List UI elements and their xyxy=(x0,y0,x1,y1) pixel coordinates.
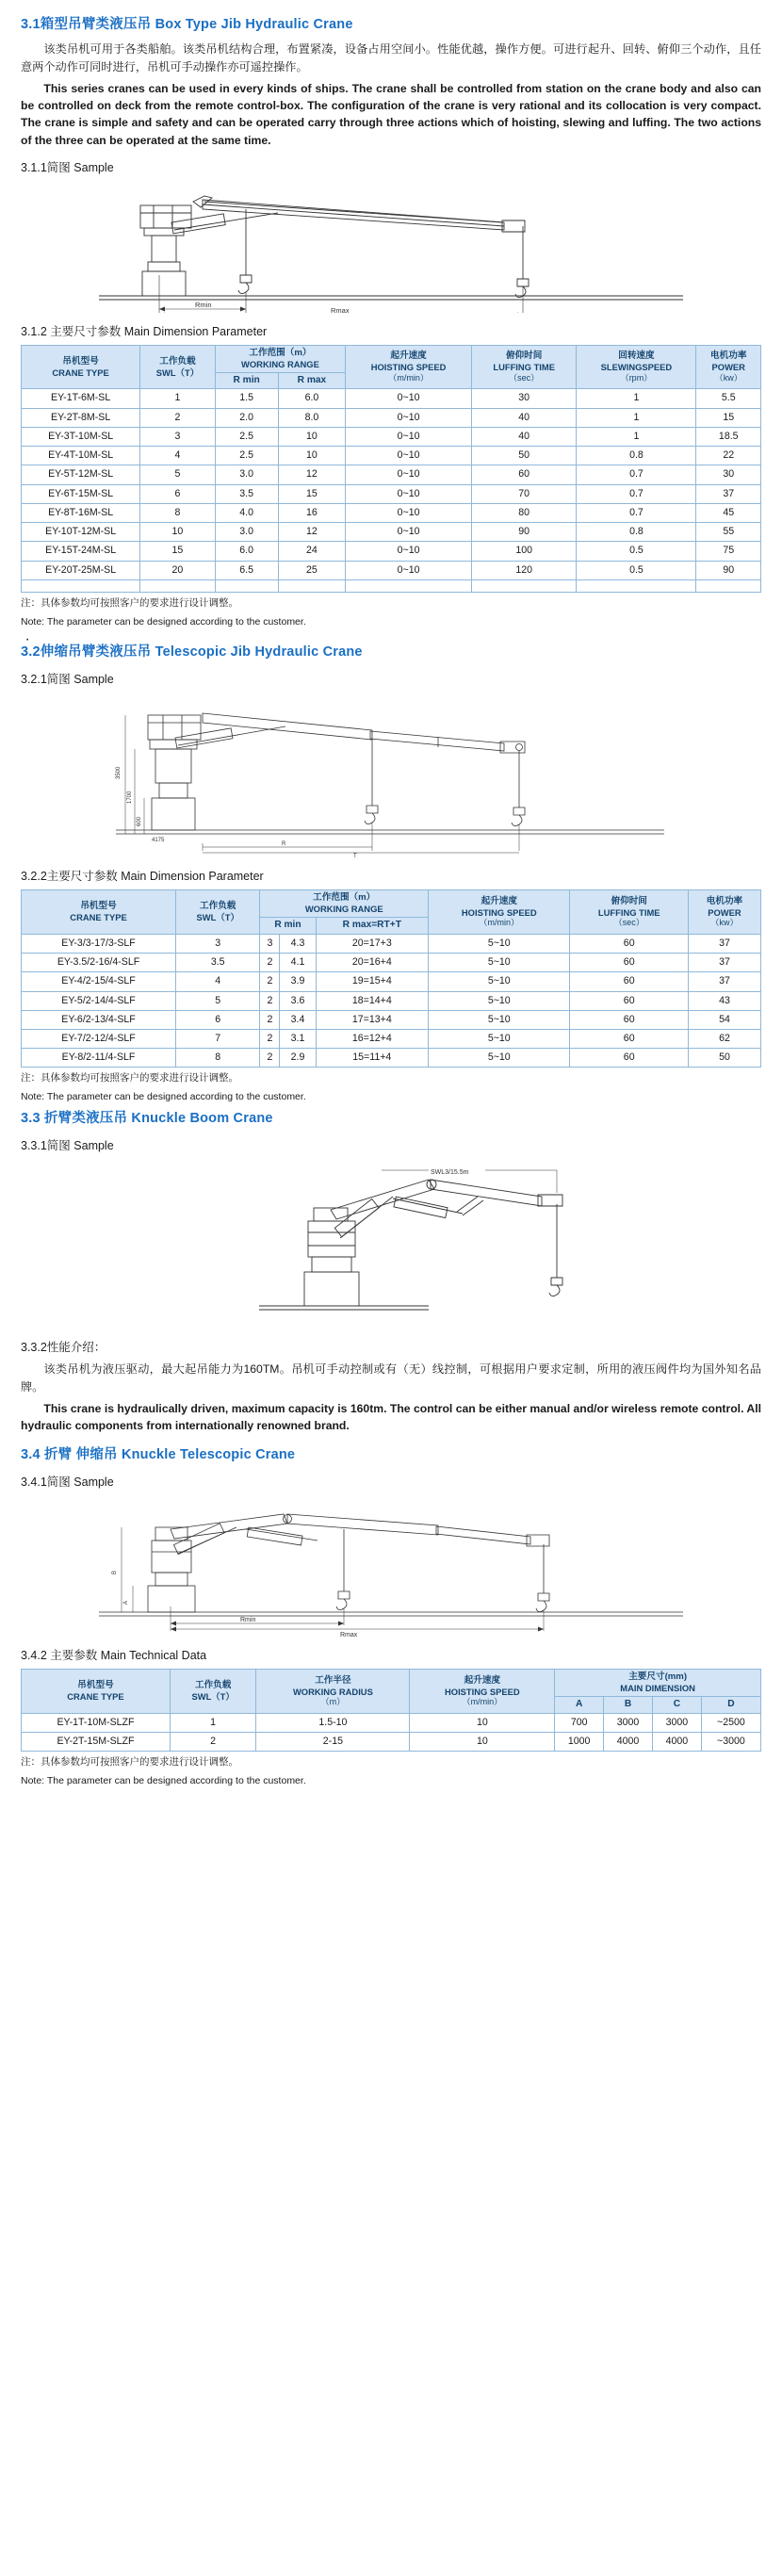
subsection-3-3-1-label: 3.3.1简图 Sample xyxy=(21,1138,114,1152)
cell-rmin-a: 3 xyxy=(260,934,280,953)
th-dim-a: A xyxy=(555,1697,604,1714)
cell-crane-type: EY-7/2-12/4-SLF xyxy=(22,1029,176,1048)
cell-luffing-time: 80 xyxy=(471,503,576,522)
cell-luffing-time: 60 xyxy=(570,1029,688,1048)
paragraph-3-1-cn: 该类吊机可用于各类船舶。该类吊机结构合理，布置紧凑，设备占用空间小。性能优越，操作方便。可进行起升、回转、俯仰三个动作，且任意两个动作可同时进行，吊机可手动操作亦可遥控操作。 xyxy=(21,42,761,73)
cell-swl: 8 xyxy=(140,503,215,522)
cell-rmin: 6.0 xyxy=(215,542,278,561)
th-r-max: R max=RT+T xyxy=(316,918,429,935)
table-row xyxy=(22,1049,761,1068)
cell-swl: 8 xyxy=(176,1049,260,1068)
table-row xyxy=(22,408,761,427)
cell-slewing-speed: 0.7 xyxy=(577,465,696,484)
cell-luffing-time: 30 xyxy=(471,389,576,408)
cell-crane-type: EY-6/2-13/4-SLF xyxy=(22,1010,176,1029)
cell-power: 37 xyxy=(688,934,760,953)
cell-power: 5.5 xyxy=(696,389,761,408)
cell-rmax: 10 xyxy=(278,447,346,465)
cell-luffing-time: 90 xyxy=(471,523,576,542)
cell-swl: 5 xyxy=(176,991,260,1010)
cell-crane-type: EY-6T-15M-SL xyxy=(22,484,140,503)
cell-swl: 2 xyxy=(170,1733,255,1752)
cell-slewing-speed: 0.8 xyxy=(577,523,696,542)
cell-power: 22 xyxy=(696,447,761,465)
cell-rmin-b: 3.4 xyxy=(280,1010,316,1029)
note-3-2-en: Note: The parameter can be designed according to the customer. xyxy=(21,1091,306,1103)
cell-working-radius: 1.5-10 xyxy=(256,1713,410,1732)
cell-rmax: 12 xyxy=(278,465,346,484)
cell-rmin: 2.0 xyxy=(215,408,278,427)
cell-rmax: 6.0 xyxy=(278,389,346,408)
table-row xyxy=(22,427,761,446)
cell-crane-type: EY-4/2-15/4-SLF xyxy=(22,972,176,991)
table-main-dimension-parameter-box-jib xyxy=(21,345,761,593)
table-row xyxy=(22,1010,761,1029)
cell-luffing-time: 50 xyxy=(471,447,576,465)
cell-dim-c: 3000 xyxy=(652,1713,701,1732)
cell-hoist-speed: 0~10 xyxy=(346,447,472,465)
th-dim-b: B xyxy=(604,1697,653,1714)
cell-crane-type: EY-20T-25M-SL xyxy=(22,561,140,579)
cell-hoist-speed: 5~10 xyxy=(429,934,570,953)
cell-crane-type: EY-3T-10M-SL xyxy=(22,427,140,446)
cell-slewing-speed: 1 xyxy=(577,427,696,446)
cell-rmax: 20=16+4 xyxy=(316,954,429,972)
cell-swl: 5 xyxy=(140,465,215,484)
cell-luffing-time: 40 xyxy=(471,408,576,427)
cell-swl: 3 xyxy=(176,934,260,953)
svg-text:3500: 3500 xyxy=(116,766,122,780)
cell-hoist-speed: 0~10 xyxy=(346,389,472,408)
cell-rmax: 16=12+4 xyxy=(316,1029,429,1048)
cell-rmax: 24 xyxy=(278,542,346,561)
figure-label-rmin: Rmin xyxy=(240,1617,256,1624)
cell-dim-d: ~2500 xyxy=(701,1713,760,1732)
svg-text:B: B xyxy=(112,1571,118,1575)
th-dim-d: D xyxy=(701,1697,760,1714)
th-r-max: R max xyxy=(278,372,346,389)
cell-rmin: 3.0 xyxy=(215,523,278,542)
cell-hoist-speed: 0~10 xyxy=(346,542,472,561)
subsection-3-1-1-label: 3.1.1简图 Sample xyxy=(21,161,114,174)
cell-hoist-speed: 5~10 xyxy=(429,1029,570,1048)
cell-hoist-speed: 0~10 xyxy=(346,465,472,484)
cell-rmin-b: 3.9 xyxy=(280,972,316,991)
cell-hoist-speed: 5~10 xyxy=(429,972,570,991)
cell-slewing-speed: 0.7 xyxy=(577,503,696,522)
cell-swl: 15 xyxy=(140,542,215,561)
cell-hoist-speed: 5~10 xyxy=(429,991,570,1010)
cell-rmin-b: 4.3 xyxy=(280,934,316,953)
table-row xyxy=(22,542,761,561)
cell-swl: 7 xyxy=(176,1029,260,1048)
table-row xyxy=(22,389,761,408)
th-hoisting-speed: 起升速度 HOISTING SPEED （m/min） xyxy=(346,346,472,389)
figure-knuckle-telescopic-crane xyxy=(21,1495,761,1637)
cell-rmin: 3.5 xyxy=(215,484,278,503)
paragraph-3-3-cn: 该类吊机为液压驱动，最大起吊能力为160TM。吊机可手动控制或有（无）线控制，可根据用户要求定制，所用的液压阀件均为国外知名品牌。 xyxy=(21,1361,761,1394)
cell-rmax: 8.0 xyxy=(278,408,346,427)
section-heading-3-3: 3.3 折臂类液压吊 Knuckle Boom Crane xyxy=(21,1110,273,1126)
cell-rmin: 1.5 xyxy=(215,389,278,408)
table-row xyxy=(22,561,761,579)
cell-hoist-speed: 5~10 xyxy=(429,1049,570,1068)
cell-rmin: 4.0 xyxy=(215,503,278,522)
cell-dim-c: 4000 xyxy=(652,1733,701,1752)
table-main-dimension-parameter-telescopic xyxy=(21,889,761,1068)
cell-dim-b: 3000 xyxy=(604,1713,653,1732)
svg-text:600: 600 xyxy=(137,817,142,827)
cell-rmin-a: 2 xyxy=(260,954,280,972)
cell-working-radius: 2-15 xyxy=(256,1733,410,1752)
cell-power: 18.5 xyxy=(696,427,761,446)
cell-rmax: 15=11+4 xyxy=(316,1049,429,1068)
cell-luffing-time: 60 xyxy=(570,1049,688,1068)
cell-slewing-speed: 0.5 xyxy=(577,561,696,579)
figure-label-swl: SWL3/15.5m xyxy=(431,1168,469,1176)
cell-rmin-a: 2 xyxy=(260,1010,280,1029)
cell-hoist-speed: 5~10 xyxy=(429,954,570,972)
cell-dim-a: 1000 xyxy=(555,1733,604,1752)
subsection-3-2-2-label: 3.2.2主要尺寸参数 Main Dimension Parameter xyxy=(21,870,264,884)
cell-rmin: 2.5 xyxy=(215,427,278,446)
cell-power: 43 xyxy=(688,991,760,1010)
th-crane-type: 吊机型号 CRANE TYPE xyxy=(22,890,176,934)
cell-luffing-time: 60 xyxy=(570,934,688,953)
cell-rmax: 10 xyxy=(278,427,346,446)
th-working-range: 工作范围（m） WORKING RANGE xyxy=(260,890,429,918)
svg-text:T: T xyxy=(353,854,357,858)
figure-label-rmin: Rmin xyxy=(195,301,212,309)
th-power: 电机功率 POWER （kw） xyxy=(696,346,761,389)
cell-rmin-a: 2 xyxy=(260,991,280,1010)
cell-hoist-speed: 5~10 xyxy=(429,1010,570,1029)
figure-box-type-jib-crane xyxy=(21,181,761,313)
table-row xyxy=(22,1029,761,1048)
cell-crane-type: EY-5T-12M-SL xyxy=(22,465,140,484)
table-row xyxy=(22,934,761,953)
cell-crane-type: EY-3.5/2-16/4-SLF xyxy=(22,954,176,972)
cell-rmin-a: 2 xyxy=(260,972,280,991)
th-hoisting-speed: 起升速度 HOISTING SPEED （m/min） xyxy=(410,1670,555,1713)
th-luffing-time: 俯仰时间 LUFFING TIME （sec） xyxy=(570,890,688,934)
cell-crane-type: EY-2T-15M-SLZF xyxy=(22,1733,171,1752)
table-header-row xyxy=(22,890,761,918)
cell-crane-type: EY-2T-8M-SL xyxy=(22,408,140,427)
cell-luffing-time: 60 xyxy=(570,1010,688,1029)
svg-text:1700: 1700 xyxy=(127,791,133,805)
cell-dim-a: 700 xyxy=(555,1713,604,1732)
cell-rmax: 16 xyxy=(278,503,346,522)
paragraph-3-3-en: This crane is hydraulically driven, maximum capacity is 160tm. The control can be either manual and/or wireless remote control. All hydraulic components from internationally renowned brand. xyxy=(21,1401,761,1433)
cell-rmax: 18=14+4 xyxy=(316,991,429,1010)
cell-luffing-time: 100 xyxy=(471,542,576,561)
cell-rmin: 6.5 xyxy=(215,561,278,579)
th-working-radius: 工作半径 WORKING RADIUS （m） xyxy=(256,1670,410,1713)
note-3-2-cn: 注：具体参数均可按照客户的要求进行设计调整。 xyxy=(21,1072,238,1084)
table-row xyxy=(22,1733,761,1752)
section-heading-3-4: 3.4 折臂 伸缩吊 Knuckle Telescopic Crane xyxy=(21,1447,296,1463)
table-row xyxy=(22,484,761,503)
cell-power: 75 xyxy=(696,542,761,561)
cell-hoist-speed: 0~10 xyxy=(346,561,472,579)
cell-hoist-speed: 10 xyxy=(410,1733,555,1752)
cell-swl: 4 xyxy=(176,972,260,991)
cell-rmin-b: 2.9 xyxy=(280,1049,316,1068)
th-r-min: R min xyxy=(260,918,316,935)
svg-text:R: R xyxy=(282,841,286,848)
cell-slewing-speed: 1 xyxy=(577,408,696,427)
cell-hoist-speed: 0~10 xyxy=(346,408,472,427)
cell-swl: 10 xyxy=(140,523,215,542)
cell-power: 54 xyxy=(688,1010,760,1029)
cell-rmin-b: 4.1 xyxy=(280,954,316,972)
cell-dim-d: ~3000 xyxy=(701,1733,760,1752)
cell-luffing-time: 40 xyxy=(471,427,576,446)
cell-swl: 4 xyxy=(140,447,215,465)
cell-swl: 1 xyxy=(140,389,215,408)
cell-rmin: 2.5 xyxy=(215,447,278,465)
th-crane-type: 吊机型号 CRANE TYPE xyxy=(22,346,140,389)
cell-rmin-a: 2 xyxy=(260,1049,280,1068)
cell-power: 37 xyxy=(696,484,761,503)
cell-power: 37 xyxy=(688,954,760,972)
figure-label-rmax: Rmax xyxy=(340,1632,358,1638)
th-swl: 工作负载 SWL（T） xyxy=(170,1670,255,1713)
note-3-1-en: Note: The parameter can be designed according to the customer. xyxy=(21,615,306,628)
table-row-filler xyxy=(22,579,761,592)
subsection-3-4-2-label: 3.4.2 主要参数 Main Technical Data xyxy=(21,1649,207,1663)
cell-power: 15 xyxy=(696,408,761,427)
cell-hoist-speed: 0~10 xyxy=(346,523,472,542)
cell-rmax: 15 xyxy=(278,484,346,503)
cell-luffing-time: 60 xyxy=(471,465,576,484)
cell-crane-type: EY-8T-16M-SL xyxy=(22,503,140,522)
cell-hoist-speed: 10 xyxy=(410,1713,555,1732)
th-hoisting-speed: 起升速度 HOISTING SPEED （m/min） xyxy=(429,890,570,934)
cell-power: 90 xyxy=(696,561,761,579)
table-row xyxy=(22,523,761,542)
cell-crane-type: EY-8/2-11/4-SLF xyxy=(22,1049,176,1068)
note-3-4-cn: 注：具体参数均可按照客户的要求进行设计调整。 xyxy=(21,1756,238,1769)
cell-swl: 3 xyxy=(140,427,215,446)
cell-slewing-speed: 1 xyxy=(577,389,696,408)
th-swl: 工作负载 SWL（T） xyxy=(176,890,260,934)
table-header-row xyxy=(22,1670,761,1697)
cell-crane-type: EY-5/2-14/4-SLF xyxy=(22,991,176,1010)
subsection-3-2-1-label: 3.2.1简图 Sample xyxy=(21,673,114,687)
cell-swl: 1 xyxy=(170,1713,255,1732)
cell-hoist-speed: 0~10 xyxy=(346,503,472,522)
svg-text:4175: 4175 xyxy=(152,838,165,844)
cell-rmax: 12 xyxy=(278,523,346,542)
th-power: 电机功率 POWER （kw） xyxy=(688,890,760,934)
note-3-4-en: Note: The parameter can be designed according to the customer. xyxy=(21,1775,306,1787)
cell-rmax: 25 xyxy=(278,561,346,579)
cell-luffing-time: 70 xyxy=(471,484,576,503)
cell-rmax: 20=17+3 xyxy=(316,934,429,953)
th-swl: 工作负载 SWL（T） xyxy=(140,346,215,389)
th-luffing-time: 俯仰时间 LUFFING TIME （sec） xyxy=(471,346,576,389)
cell-rmin-a: 2 xyxy=(260,1029,280,1048)
cell-power: 37 xyxy=(688,972,760,991)
table-row xyxy=(22,972,761,991)
cell-crane-type: EY-1T-10M-SLZF xyxy=(22,1713,171,1732)
section-heading-3-1: 3.1箱型吊臂类液压吊 Box Type Jib Hydraulic Crane xyxy=(21,17,353,32)
cell-crane-type: EY-1T-6M-SL xyxy=(22,389,140,408)
cell-rmax: 17=13+4 xyxy=(316,1010,429,1029)
th-dim-c: C xyxy=(652,1697,701,1714)
th-main-dimension: 主要尺寸(mm) MAIN DIMENSION xyxy=(555,1670,761,1697)
cell-crane-type: EY-15T-24M-SL xyxy=(22,542,140,561)
svg-text:A: A xyxy=(123,1601,129,1606)
table-row xyxy=(22,465,761,484)
cell-power: 45 xyxy=(696,503,761,522)
cell-slewing-speed: 0.7 xyxy=(577,484,696,503)
cell-swl: 20 xyxy=(140,561,215,579)
figure-knuckle-boom-crane xyxy=(21,1159,761,1329)
figure-telescopic-jib-crane xyxy=(21,693,761,857)
table-row xyxy=(22,991,761,1010)
cell-power: 50 xyxy=(688,1049,760,1068)
table-row xyxy=(22,1713,761,1732)
cell-crane-type: EY-4T-10M-SL xyxy=(22,447,140,465)
cell-luffing-time: 120 xyxy=(471,561,576,579)
cell-swl: 6 xyxy=(140,484,215,503)
cell-swl: 3.5 xyxy=(176,954,260,972)
cell-rmax: 19=15+4 xyxy=(316,972,429,991)
cell-luffing-time: 60 xyxy=(570,991,688,1010)
cell-luffing-time: 60 xyxy=(570,954,688,972)
table-header-row xyxy=(22,346,761,373)
paragraph-divider: · xyxy=(21,631,30,648)
cell-rmin: 3.0 xyxy=(215,465,278,484)
cell-crane-type: EY-3/3-17/3-SLF xyxy=(22,934,176,953)
cell-luffing-time: 60 xyxy=(570,972,688,991)
subsection-3-1-2-label: 3.1.2 主要尺寸参数 Main Dimension Parameter xyxy=(21,325,268,338)
table-row xyxy=(22,503,761,522)
section-heading-3-2: 3.2伸缩吊臂类液压吊 Telescopic Jib Hydraulic Crane xyxy=(21,644,363,660)
cell-crane-type: EY-10T-12M-SL xyxy=(22,523,140,542)
cell-power: 62 xyxy=(688,1029,760,1048)
subsection-3-4-1-label: 3.4.1简图 Sample xyxy=(21,1475,114,1490)
cell-swl: 6 xyxy=(176,1010,260,1029)
cell-swl: 2 xyxy=(140,408,215,427)
th-working-range: 工作范围（m） WORKING RANGE xyxy=(215,346,346,373)
subsection-3-3-2-label: 3.3.2性能介绍： xyxy=(21,1340,106,1354)
cell-slewing-speed: 0.5 xyxy=(577,542,696,561)
cell-hoist-speed: 0~10 xyxy=(346,427,472,446)
note-3-1-cn: 注：具体参数均可按照客户的要求进行设计调整。 xyxy=(21,596,238,609)
paragraph-3-1-en: This series cranes can be used in every kinds of ships. The crane shall be controlled from station on the crane body and also can be controlled on deck from the remote control-box. The configuration of the crane is very rational and its collocation is very compact. The crane is simple and safety and can be operated carry through three actions which of hoisting, slewing and luffing. The two actions of the three can be operated at the same time. xyxy=(21,81,761,147)
table-main-technical-data-knuckle-telescopic xyxy=(21,1669,761,1752)
cell-dim-b: 4000 xyxy=(604,1733,653,1752)
cell-power: 55 xyxy=(696,523,761,542)
cell-slewing-speed: 0.8 xyxy=(577,447,696,465)
cell-power: 30 xyxy=(696,465,761,484)
th-crane-type: 吊机型号 CRANE TYPE xyxy=(22,1670,171,1713)
th-slewing-speed: 回转速度 SLEWINGSPEED （rpm） xyxy=(577,346,696,389)
table-row xyxy=(22,954,761,972)
figure-label-rmax: Rmax xyxy=(331,306,350,313)
cell-rmin-b: 3.6 xyxy=(280,991,316,1010)
th-r-min: R min xyxy=(215,372,278,389)
table-row xyxy=(22,447,761,465)
cell-hoist-speed: 0~10 xyxy=(346,484,472,503)
cell-rmin-b: 3.1 xyxy=(280,1029,316,1048)
